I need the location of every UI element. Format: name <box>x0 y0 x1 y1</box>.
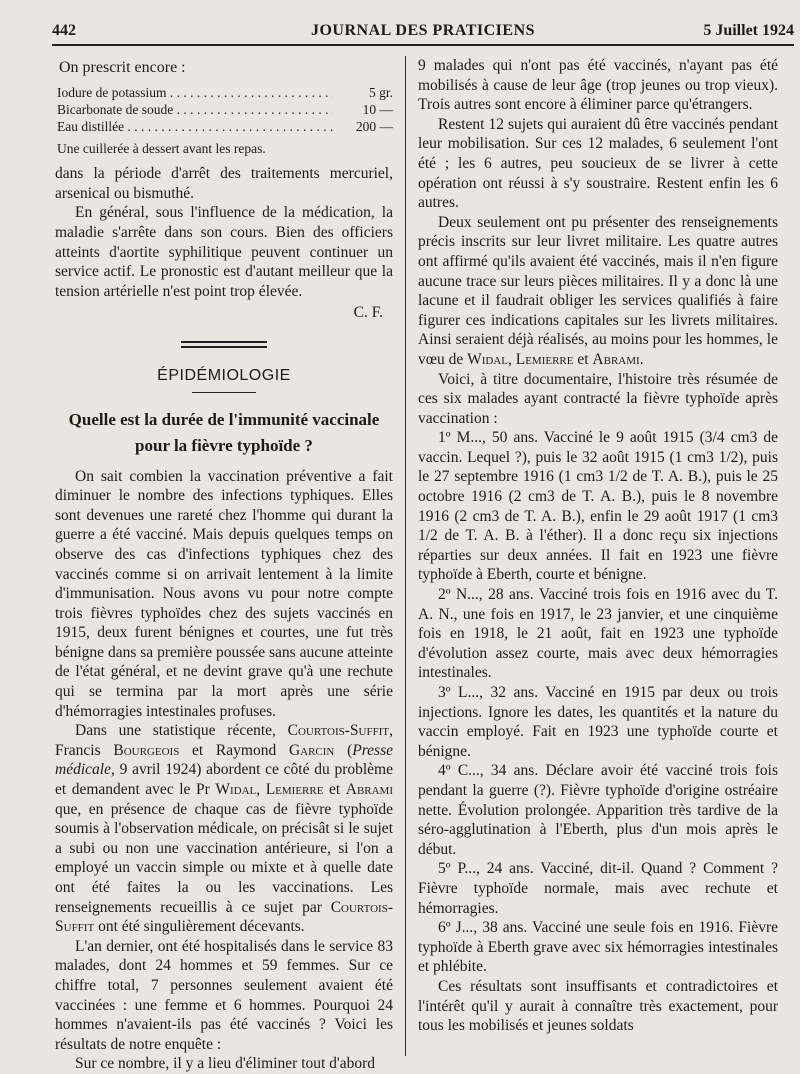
left-column <box>55 56 393 1074</box>
text-run: et Raymond <box>179 741 289 759</box>
text-run: et <box>573 350 593 368</box>
author-name: Lemierre <box>515 350 574 368</box>
issue-date: 5 Juillet 1924 <box>703 22 794 39</box>
prescription-note: Une cuillerée à dessert avant les repas. <box>57 140 266 156</box>
column-divider <box>405 56 406 1056</box>
page-number: 442 <box>52 22 76 39</box>
paragraph: Voici, à titre documentaire, l'histoire très résumée de ces six malades ayant contracté la fièvre typhoïde après vaccination : <box>418 370 778 427</box>
author-name: Widal <box>215 781 257 799</box>
ingredient-quantity: 5 gr. <box>368 84 393 100</box>
author-name: Abrami <box>592 350 640 368</box>
text-run: , Francis <box>55 722 393 759</box>
ingredient-quantity: 200 — <box>355 118 393 134</box>
author-name: Bourgeois <box>113 741 180 759</box>
author-name: Lemierre <box>265 781 324 799</box>
paragraph <box>418 213 778 370</box>
prescription-list <box>57 84 393 135</box>
section-rule <box>181 341 267 348</box>
ingredient-name: Eau distillée . . . <box>57 118 333 135</box>
paragraph: L'an dernier, ont été hospitalisés dans le service 83 malades, dont 24 hommes et 59 femmes. Sur ce chiffre total, 7 personnes seulement avaient été vaccinées : une femme et 6 hommes. Pourquoi 24 hommes n'avaient-ils pas été vaccinés ? Voici les résultats de notre enquête : <box>55 937 393 1053</box>
case-history: 6º J..., 38 ans. Vacciné une seule fois en 1916. Fièvre typhoïde à Eberth grave avec six hémorragies intestinales et phlébite. <box>418 919 778 976</box>
ingredient-name: Bicarbonate de soude . . . <box>57 101 333 118</box>
paragraph: Sur ce nombre, il y a lieu d'éliminer tout d'abord <box>75 1055 376 1073</box>
prescription-item <box>57 101 393 118</box>
prescription-item <box>57 84 393 101</box>
paragraph: En général, sous l'influence de la médication, la maladie s'arrête dans son cours. Bien des officiers atteints d'aortite syphilitique peuvent continuer un service actif. Le pronostic est d'autant meilleur que la tension artérielle n'est point trop élevée. <box>55 204 393 300</box>
author-name: Widal <box>467 350 508 368</box>
prescription-intro: On prescrit encore : <box>59 59 186 76</box>
author-name: Abrami <box>345 781 394 799</box>
prescription-item <box>57 118 393 135</box>
case-history: 3º L..., 32 ans. Vacciné en 1915 par deux ou trois injections. Ignore les dates, les quantités et la nature du vaccin employé. Fait en 1923 une typhoïde courte et bénigne. <box>418 684 778 760</box>
journal-reference: Presse médicale <box>55 741 393 779</box>
journal-title: JOURNAL DES PRATICIENS <box>310 22 536 39</box>
text-run: , <box>507 350 516 368</box>
ingredient-name: Iodure de potassium . . . <box>57 84 333 101</box>
author-signature: C. F. <box>353 304 383 322</box>
paragraph: 9 malades qui n'ont pas été vaccinés, n'ayant pas été mobilisés à cause de leur âge (trop jeunes ou trop vieux). Trois autres sont encore à éliminer parce qu'étrangers. <box>418 57 778 114</box>
text-run: Deux seulement ont pu présenter des renseignements précis inscrits sur leur livret militaire. Les quatre autres ont affirmé qu'ils avaient été vaccinés, mais il n'en figure aucune trace sur leurs pièces militaires. Il y a donc là une lacune et il faudrait obliger les services qualifiés à faire figurer ces indications capitales sur les livrets militaires. Ainsi seraient déjà réalisés, au moins pour les hommes, le vœu de <box>418 213 778 368</box>
article-title: Quelle est la durée de l'immunité vaccinale pour la fièvre typhoïde ? <box>68 409 380 455</box>
paragraph: dans la période d'arrêt des traitements mercuriel, arsenical ou bismuthé. <box>55 165 393 202</box>
ingredient-quantity: 10 — <box>362 101 393 117</box>
section-heading: ÉPIDÉMIOLOGIE <box>157 366 291 384</box>
author-name: Courtois-Suffit <box>55 898 393 936</box>
text-run: , 9 avril 1924) abordent ce côté du problème et demandent avec le Pr <box>55 761 393 799</box>
page-header <box>52 18 794 46</box>
text-run: ont été singulièrement décevants. <box>94 918 305 936</box>
author-name: Garcin <box>288 741 335 759</box>
paragraph: Restent 12 sujets qui auraient dû être vaccinés pendant leur mobilisation. Sur ces 12 malades, 6 seulement l'ont été ; les 6 autres, peu soucieux de se livrer à cette opération ont réussi à s'y soustraire. Restent enfin les 6 autres. <box>418 115 778 212</box>
text-run: , <box>256 781 266 799</box>
paragraph: Ces résultats sont insuffisants et contradictoires et l'intérêt qu'il y aurait à connaître très exactement, pour tous les mobilisés et jeunes soldats <box>418 977 778 1035</box>
text-run: que, en présence de chaque cas de fièvre typhoïde soumis à l'observation médicale, on précisât si le sujet a subi ou non une vaccination antérieure, si l'on a employé un vaccin simple ou mixte et à quelle date ont été faites la ou les vaccinations. Les renseignements recueillis à ce sujet par <box>55 800 393 916</box>
text-run: et <box>323 781 346 799</box>
case-history: 2º N..., 28 ans. Vacciné trois fois en 1916 avec du T. A. N., une fois en 1917, le 23 janvier, et une cinquième fois en 1918, le 21 août, fait en 1923 une typhoïde d'évolution assez courte, mais avec deux hémorragies intestinales. <box>418 586 778 682</box>
section-underline <box>192 392 256 393</box>
text-run: Dans une statistique récente, <box>75 722 288 740</box>
case-history: 4º C..., 34 ans. Déclare avoir été vacciné trois fois pendant la guerre (?). Fièvre typhoïde d'origine ostréaire nette. Évolution prolongée. Apparition très tardive de la séro-agglutination à l'Eberth, plus d'un mois après le début. <box>418 762 778 858</box>
author-name: Courtois-Suffit <box>287 722 390 740</box>
paragraph <box>55 721 393 937</box>
paragraph: On sait combien la vaccination préventive a fait diminuer le nombre des infections typhiques. Elles sont devenues une rareté chez l'homme qui durant la guerre a été vacciné. Mais depuis quelques temps on observe des cas d'infections typhiques chez des vaccinés comme si on arrivait lentement à la limite d'immunisation. Nous avons vu pour notre compte trois fièvres typhoïdes chez des sujets vaccinés en 1915, deux furent bénignes et courtes, une fut très bénigne dans sa première poussée sans aucune atteinte de l'état général, et ne devint grave qu'à une rechute qui se termina par la mort après une série d'hémorragies intestinales profuses. <box>55 467 393 720</box>
case-history: 1º M..., 50 ans. Vacciné le 9 août 1915 (3/4 cm3 de vaccin. Lequel ?), puis le 32 août 1915 (1 cm3 1/2), puis le 27 septembre 1916 (1 cm3 1/2 de T. A. B.), puis le 25 octobre 1916 (2 cm3 de T. A. B.), puis le 8 novembre 1916 (2 cm3 de T. A. B.), enfin le 29 août 1917 (1 cm3 1/2 de T. A. B. à l'éther). Il a donc reçu six injections réparties sur deux années. Il fait en 1923 une fièvre typhoïde à Eberth, courte et bénigne. <box>418 429 778 584</box>
right-column <box>418 56 778 1036</box>
case-history: 5º P..., 24 ans. Vacciné, dit-il. Quand ? Comment ? Fièvre typhoïde normale, mais avec rechute et hémorragies. <box>418 860 778 917</box>
text-run: ( <box>334 741 353 759</box>
text-run: . <box>639 350 644 368</box>
